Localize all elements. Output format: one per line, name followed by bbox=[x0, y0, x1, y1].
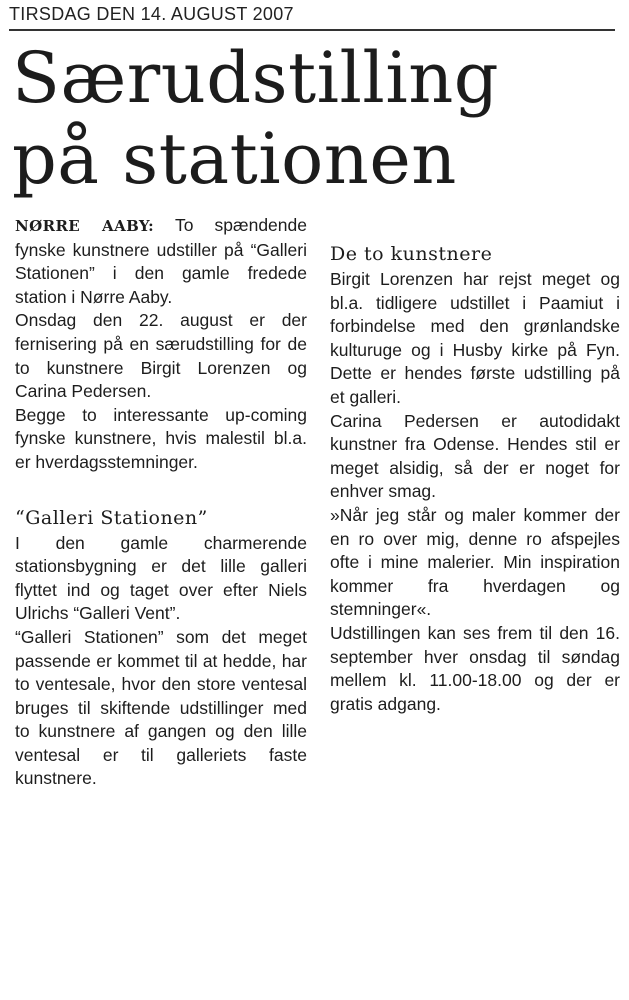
paragraph-kunstnere: Begge to interessante up-coming fynske kunstnere, hvis malestil bl.a. er hverdagsstemninger. bbox=[15, 404, 307, 472]
headline bbox=[12, 38, 499, 200]
paragraph-intro-text: To spændende fynske kunstnere udstiller på “Galleri Stationen” i den gamle fredede station i Nørre Aaby. bbox=[15, 215, 307, 307]
dateline: TIRSDAG DEN 14. AUGUST 2007 bbox=[9, 4, 294, 24]
paragraph-carina: Carina Pedersen er autodidakt kunstner fra Odense. Hendes stil er meget alsidig, så der er noget for enhver smag. bbox=[330, 410, 620, 502]
paragraph-stationsbygning: I den gamle charmerende stationsbygning er det lille galleri flyttet ind og taget over efter Niels Ulrichs “Galleri Vent”. bbox=[15, 532, 307, 624]
paragraph-quote: »Når jeg står og maler kommer der en ro over mig, denne ro afspejles ofte i mine malerier. Min inspiration kommer fra hverdagen og stemninger«. bbox=[330, 504, 620, 620]
paragraph-fernisering: Onsdag den 22. august er der fernisering på en særudstilling for de to kunstnere Birgit Lorenzen og Carina Pedersen. bbox=[15, 310, 307, 402]
article-column-right bbox=[330, 214, 620, 716]
dropline: NØRRE AABY: bbox=[15, 217, 155, 235]
paragraph-birgit: Birgit Lorenzen har rejst meget og bl.a. tidligere udstillet i Paamiut i forbindelse med den grønlandske kulturuge og i Husby kirke på Fyn. Dette er hendes første udstilling på et galleri. bbox=[330, 269, 620, 407]
subhead-galleri-stationen: “Galleri Stationen” bbox=[15, 506, 208, 529]
article-column-left bbox=[15, 214, 307, 791]
paragraph-intro bbox=[15, 214, 307, 309]
paragraph-ventesale: “Galleri Stationen” som det meget passende er kommet til at hedde, har to ventesale, hvor den store ventesal bruges til skiftende udstillinger med to kunstnere af gangen og den lille ventesal er til galleriets faste kunstnere. bbox=[15, 626, 307, 789]
paragraph-udstillingen: Udstillingen kan ses frem til den 16. september hver onsdag til søndag mellem kl. 11.00-18.00 og der er gratis adgang. bbox=[330, 622, 620, 714]
headline-line-1: Særudstilling bbox=[12, 37, 500, 119]
headline-line-2: på stationen bbox=[12, 118, 457, 200]
subhead-de-to-kunstnere: De to kunstnere bbox=[330, 243, 493, 265]
top-rule bbox=[9, 29, 615, 31]
